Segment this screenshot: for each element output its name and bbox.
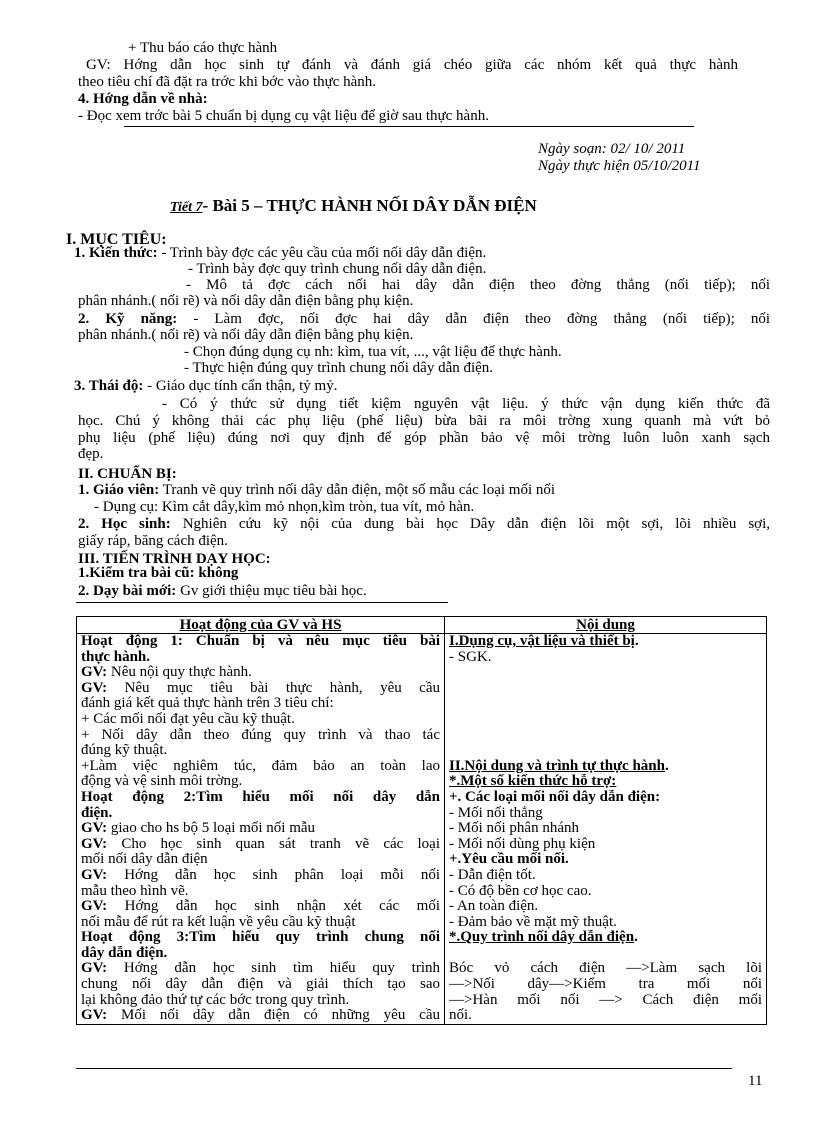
section-heading: 4. Hớng dẫn về nhà: [78,91,208,107]
cell-line: đánh giá kết quả thực hành trên 3 tiêu chí: [81,696,334,712]
text-line: 1. Giáo viên: Tranh vẽ quy trình nối dây dẫn điện, một số mẫu các loại mối nối [78,482,556,498]
cell-line: GV: Hớng dẫn học sinh nhận xét các mối [81,899,440,915]
text-line: 2. Học sinh: Nghiên cứu kỹ nội của dung bài học Dây dẫn điện lõi một sợi, lõi nhiều sợi, [78,516,771,532]
text-line: theo tiêu chí đã đặt ra trớc khi bớc vào thực hành. [78,74,377,90]
content-heading: +. Các loại mối nối dây dẫn điện: [449,789,661,805]
text-line: - Mô tả đợc cách nối hai dây dẫn điện theo đờng thẳng (nối tiếp); nối [186,277,770,293]
text-line: phân nhánh.( nối rẽ) và nối dây dẫn điện bằng phụ kiện. [78,293,414,309]
text-line: - Chọn đúng dụng cụ nh: kìm, tua vít, ..., vật liệu để thực hành. [184,344,562,360]
list-item: - Có độ bền cơ học cao. [449,883,592,899]
cell-line: GV: Hớng dẫn học sinh tìm hiểu quy trình [81,961,440,977]
cell-line: mối nối dây dẫn điện [81,852,208,868]
activity-heading: Hoạt động 3:Tìm hiểu quy trình chung nối [81,930,440,946]
lesson-table [76,616,767,1025]
cell-line: + Nối dây dẫn theo đúng quy trình và thao tác [81,727,440,743]
text-line: + Thu báo cáo thực hành [128,40,278,56]
cell-line: - SGK. [449,649,492,665]
text-line: phụ liệu (phế liệu) đúng nơi quy định để góp phần bảo vệ môi trờng luôn luôn xanh sạch [78,430,770,446]
section-heading: 1.Kiểm tra bài cũ: không [78,565,239,581]
cell-line: lại không đảo thứ tự các bớc trong quy trình. [81,992,350,1008]
activities-cell [77,634,445,1025]
text-line: đẹp. [78,446,104,462]
text-line: - Dụng cụ: Kìm cắt dây,kìm mỏ nhọn,kìm tròn, tua vít, mỏ hàn. [94,499,475,515]
text-line: phân nhánh.( nối rẽ) và nối dây dẫn điện bằng phụ kiện. [78,327,414,343]
cell-line: —>Nối dây—>Kiểm tra mối nối [449,977,762,993]
activity-heading: dây dẫn điện. [81,945,168,961]
cell-line: GV: Nêu mục tiêu bài thực hành, yêu cầu [81,680,440,696]
text-line: - Đọc xem trớc bài 5 chuẩn bị dụng cụ vật liệu để giờ sau thực hành. [78,108,489,124]
cell-line: động và vệ sinh môi trờng. [81,774,243,790]
underline [124,126,694,127]
section-heading: III. TIẾN TRÌNH DẠY HỌC: [78,551,271,567]
section-heading: I. MỤC TIÊU: [66,231,167,248]
content-heading: I.Dụng cụ, vật liệu và thiết bị. [449,634,639,649]
cell-line: +Làm việc nghiêm túc, đảm bảo an toàn lao [81,758,440,774]
column-header-activities: Hoạt động của GV và HS [77,617,445,634]
cell-line: GV: Nêu nội quy thực hành. [81,665,252,681]
content-heading: +.Yêu cầu mối nối. [449,852,569,868]
text-line: giấy ráp, băng cách điện. [78,533,228,549]
list-item: - An toàn điện. [449,899,539,915]
cell-line: + Các mối nối đạt yêu cầu kỹ thuật. [81,711,295,727]
table-header-row [77,617,767,634]
activity-heading: Hoạt động 1: Chuẩn bị và nêu mục tiêu bài [81,634,440,649]
section-heading: II. CHUẨN BỊ: [78,466,177,482]
cell-line: đúng kỹ thuật. [81,743,168,759]
list-item: - Mối nối thẳng [449,805,543,821]
date-taught: Ngày thực hiện 05/10/2011 [538,158,701,174]
text-line: 2. Kỹ năng: - Làm đợc, nối đợc hai dây dẫn điện theo đờng thẳng (nối tiếp); nối [78,311,770,327]
activity-heading: điện. [81,805,113,821]
cell-line: nối mẫu để rút ra kết luận về yêu cầu kỹ thuật [81,914,356,930]
list-item: - Đảm bảo về mặt mỹ thuật. [449,914,617,930]
text-line: - Trình bày đợc quy trình chung nối dây dẫn điện. [188,261,487,277]
date-prepared: Ngày soạn: 02/ 10/ 2011 [538,141,686,157]
lesson-title [170,196,537,216]
content-heading: II.Nội dung và trình tự thực hành. [449,758,669,774]
content-heading: *.Quy trình nối dây dẫn điện. [449,930,638,946]
text-line: học. Chú ý không thải các phụ liệu (phế liệu) bừa bãi ra môi trờng xung quanh mà vứt bỏ [78,413,770,429]
text-line: 3. Thái độ: - Giáo dục tính cẩn thận, tỷ mỷ. [74,378,338,394]
text-line: - Có ý thức sử dụng tiết kiệm nguyên vật liệu. ý thức vận dụng kiến thức đã [162,396,770,412]
underline [76,602,448,603]
list-item: - Dẫn điện tốt. [449,867,536,883]
text-line: 1. Kiến thức: - Trình bày đợc các yêu cầu của mối nối dây dẫn điện. [74,245,487,261]
activity-heading: thực hành. [81,649,151,665]
title-dash: – [249,196,267,215]
text-line: 2. Dạy bài mới: Gv giới thiệu mục tiêu bài học. [78,583,367,599]
lesson-lesson: - Bài 5 [202,196,250,215]
cell-line: GV: Mối nối dây dẫn điện có những yêu cầu [81,1008,440,1024]
cell-line: —>Hàn mối nối —> Cách điện mối [449,992,762,1008]
column-header-content: Nội dung [445,617,767,634]
list-item: - Mối nối dùng phụ kiện [449,836,596,852]
page-number: 11 [748,1073,763,1089]
cell-line: GV: giao cho hs bộ 5 loại mối nối mẫu [81,821,316,837]
cell-line: GV: Cho học sinh quan sát tranh vẽ các loại [81,836,440,852]
table-row [77,634,767,1025]
cell-line: GV: Hớng dẫn học sinh phân loại mỗi nối [81,867,440,883]
cell-line: mẫu theo hình vẽ. [81,883,189,899]
lesson-number: Tiết 7 [170,200,203,215]
list-item: - Mối nối phân nhánh [449,821,579,837]
footer-rule [76,1068,732,1069]
cell-line: chung nối dây dẫn điện và giải thích tạo sao [81,977,440,993]
text-line: - Thực hiện đúng quy trình chung nối dây dẫn điện. [184,360,494,376]
activity-heading: Hoạt động 2:Tìm hiểu mối nối dây dẫn [81,789,440,805]
lesson-name: THỰC HÀNH NỐI DÂY DẪN ĐIỆN [266,196,537,215]
cell-line: Bóc vỏ cách điện —>Làm sạch lõi [449,961,762,977]
cell-line: nối. [449,1008,472,1024]
content-heading: *.Một số kiến thức hỗ trợ: [449,774,617,790]
content-cell [445,634,767,1025]
text-line: GV: Hớng dẫn học sinh tự đánh và đánh giá chéo giữa các nhóm kết quả thực hành [86,57,738,73]
